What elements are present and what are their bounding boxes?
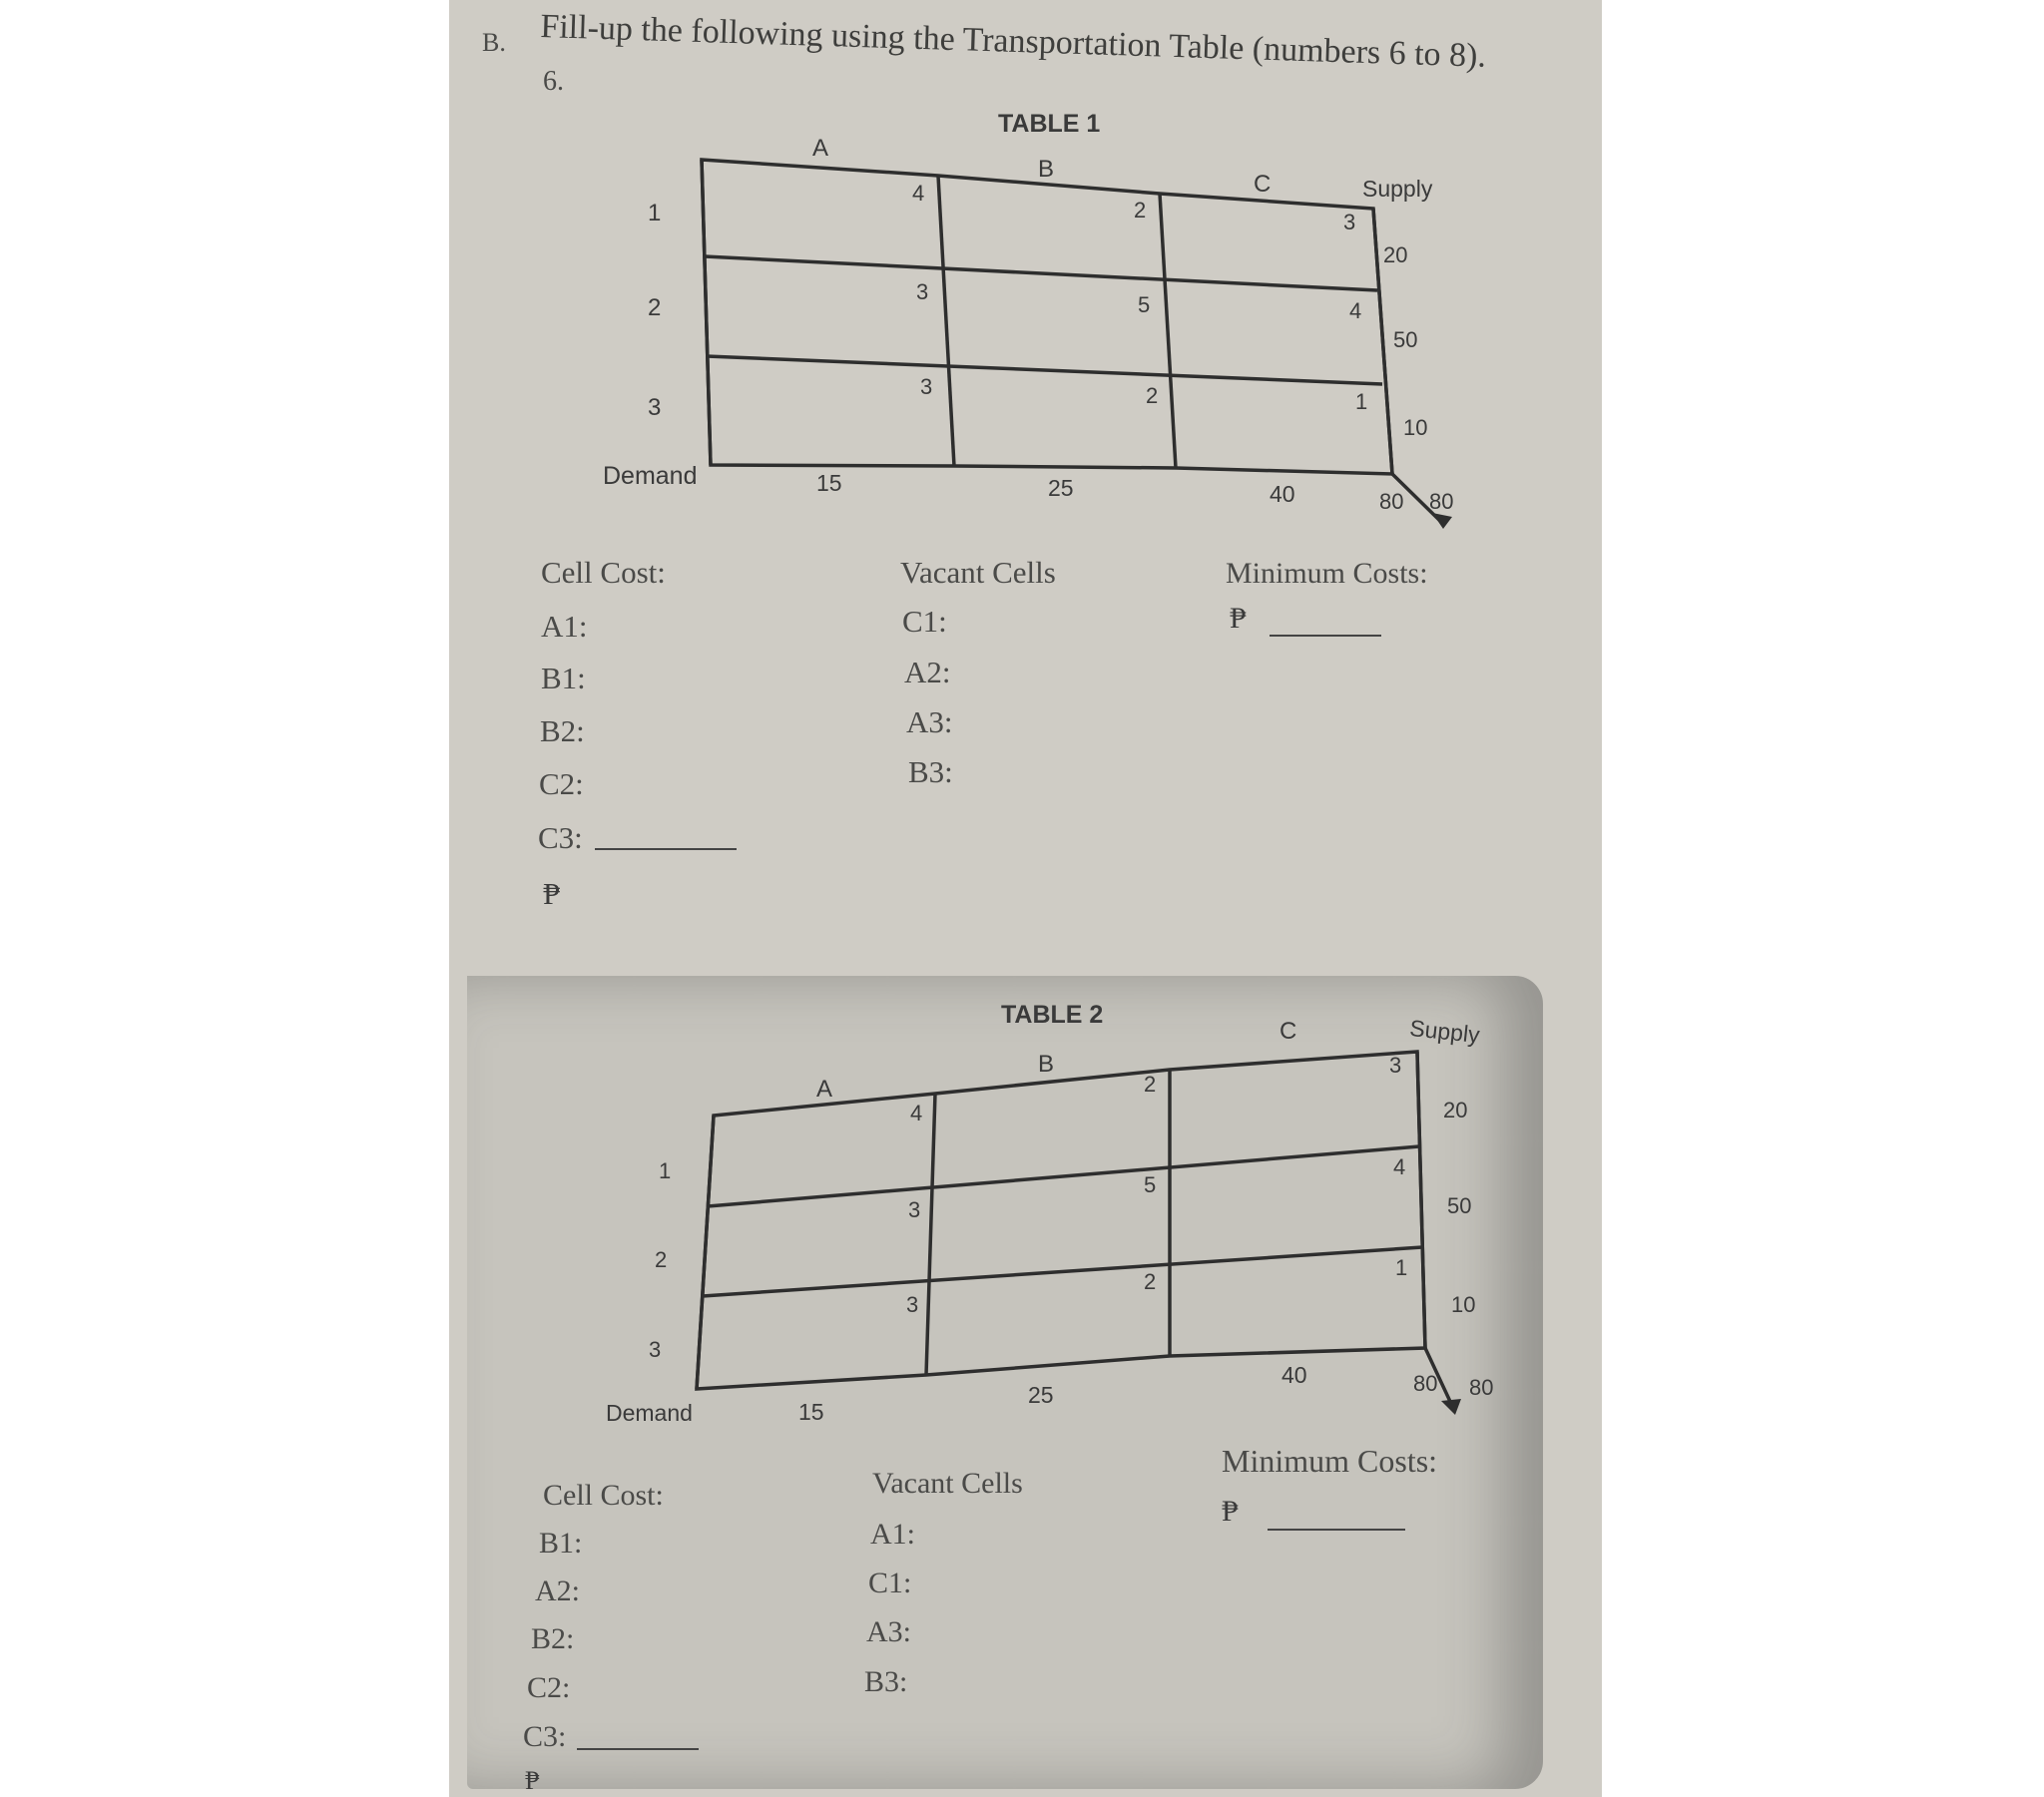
table-1-vacant-item: B3: [908, 754, 953, 789]
table-2-cost-a1: 4 [910, 1101, 923, 1125]
table-1-cell-cost-item: C3: [538, 820, 583, 855]
table-2-vacant-item: C1: [868, 1567, 912, 1599]
table-1-title: TABLE 1 [998, 110, 1101, 138]
table-2-cell-cost-item: C3: [523, 1720, 567, 1753]
table-2-vacant-item: A3: [866, 1615, 911, 1648]
table-1-cell-cost-title: Cell Cost: [541, 555, 666, 590]
table-1-total-demand: 80 [1379, 489, 1404, 514]
table-2-demand-a: 15 [798, 1399, 824, 1425]
table-2-row-3: 3 [649, 1337, 662, 1362]
table-2-vacant-item: B3: [864, 1665, 908, 1698]
table-2-cost-a3: 3 [906, 1292, 919, 1317]
table-1-minimum-peso: ₱ [1230, 602, 1247, 635]
table-2-cell-cost-item: C2: [527, 1671, 571, 1704]
table-1-cost-a3: 3 [920, 374, 933, 399]
table-2-minimum-peso: ₱ [1222, 1495, 1239, 1528]
table-2-minimum-costs-title: Minimum Costs: [1222, 1443, 1438, 1479]
table-2-vacant-title: Vacant Cells [872, 1467, 1023, 1500]
table-1-cost-a2: 3 [916, 279, 929, 304]
table-1-demand-c: 40 [1270, 481, 1295, 507]
table-2-supply-2: 50 [1447, 1193, 1472, 1218]
table-1-vacant-item: C1: [902, 604, 947, 639]
table-2-cost-b2: 5 [1144, 1172, 1157, 1197]
table-2-demand-b: 25 [1028, 1382, 1054, 1408]
table-1-vacant-title: Vacant Cells [900, 555, 1056, 590]
table-2-col-a: A [816, 1076, 833, 1103]
table-2-cell-cost-title: Cell Cost: [543, 1479, 664, 1512]
table-2-cost-c2: 4 [1393, 1154, 1406, 1179]
table-1-total-supply: 80 [1429, 489, 1454, 514]
table-2-cell-cost-blank[interactable] [577, 1724, 699, 1750]
table-2-supply-1: 20 [1443, 1098, 1468, 1123]
table-1-cell-cost-peso: ₱ [543, 876, 561, 911]
table-1-supply-2: 50 [1393, 327, 1418, 352]
table-1-cost-b1: 2 [1134, 198, 1147, 223]
table-1-supply-3: 10 [1403, 415, 1428, 440]
table-1-vacant-item: A2: [904, 655, 951, 689]
table-1-minimum-costs-title: Minimum Costs: [1226, 557, 1428, 590]
table-1-cell-cost-item: B1: [541, 661, 586, 695]
table-2-total-supply: 80 [1469, 1375, 1494, 1400]
table-1-col-a: A [812, 135, 829, 162]
table-2-cost-a2: 3 [908, 1197, 921, 1222]
table-2-row-1: 1 [659, 1158, 672, 1183]
table-2-cell-cost-item: A2: [535, 1574, 580, 1607]
table-2-supply-header: Supply [1408, 1015, 1481, 1049]
item-number: 6. [543, 66, 564, 97]
table-1-row-3: 3 [648, 394, 662, 421]
table-2-cost-b1: 2 [1144, 1072, 1157, 1097]
table-2-cell-cost-item: B2: [531, 1622, 575, 1655]
table-1-cell-cost-item: A1: [541, 609, 588, 644]
table-2-col-c: C [1279, 1018, 1297, 1045]
table-2-total-demand: 80 [1413, 1371, 1438, 1396]
table-1-cost-a1: 4 [912, 181, 925, 206]
table-1-cell-cost-item: B2: [540, 713, 585, 748]
table-1-col-c: C [1254, 171, 1272, 198]
table-2-cost-c3: 1 [1395, 1255, 1408, 1280]
table-2-cell-cost-item: B1: [539, 1527, 583, 1560]
table-2-vacant-item: A1: [870, 1518, 915, 1551]
table-2-row-2: 2 [655, 1247, 668, 1272]
table-1-supply-header: Supply [1362, 176, 1433, 202]
table-1-row-1: 1 [648, 200, 662, 226]
table-2-cost-b3: 2 [1144, 1269, 1157, 1294]
table-1-col-b: B [1038, 156, 1055, 183]
table-1-demand-label: Demand [603, 462, 698, 490]
table-1-cost-c1: 3 [1343, 210, 1356, 234]
table-2-demand-c: 40 [1281, 1362, 1307, 1388]
table-1-demand-b: 25 [1048, 475, 1074, 501]
table-2-cost-c1: 3 [1389, 1053, 1402, 1078]
table-2-demand-label: Demand [606, 1400, 693, 1426]
table-1-demand-a: 15 [816, 470, 842, 496]
table-1-cost-c3: 1 [1355, 389, 1368, 414]
table-1-cost-b2: 5 [1138, 292, 1151, 317]
table-1-supply-1: 20 [1383, 242, 1408, 267]
table-2-total-arrowhead [1441, 1399, 1461, 1415]
table-1-cost-b3: 2 [1146, 383, 1159, 408]
table-1-cell-cost-item: C2: [539, 766, 584, 801]
instruction-text: Fill-up the following using the Transportation Table (numbers 6 to 8). [539, 8, 1487, 75]
section-label: B. [482, 28, 506, 57]
table-2-title: TABLE 2 [1001, 1001, 1104, 1029]
table-1-vacant-item: A3: [906, 704, 953, 739]
table-1-row-2: 2 [648, 294, 662, 321]
table-2-cell-cost-peso: ₱ [525, 1766, 540, 1795]
table-2-minimum-cost-blank[interactable] [1268, 1505, 1405, 1531]
table-2-supply-3: 10 [1451, 1292, 1476, 1317]
table-2-col-b: B [1038, 1051, 1055, 1078]
table-1-cost-c2: 4 [1349, 298, 1362, 323]
